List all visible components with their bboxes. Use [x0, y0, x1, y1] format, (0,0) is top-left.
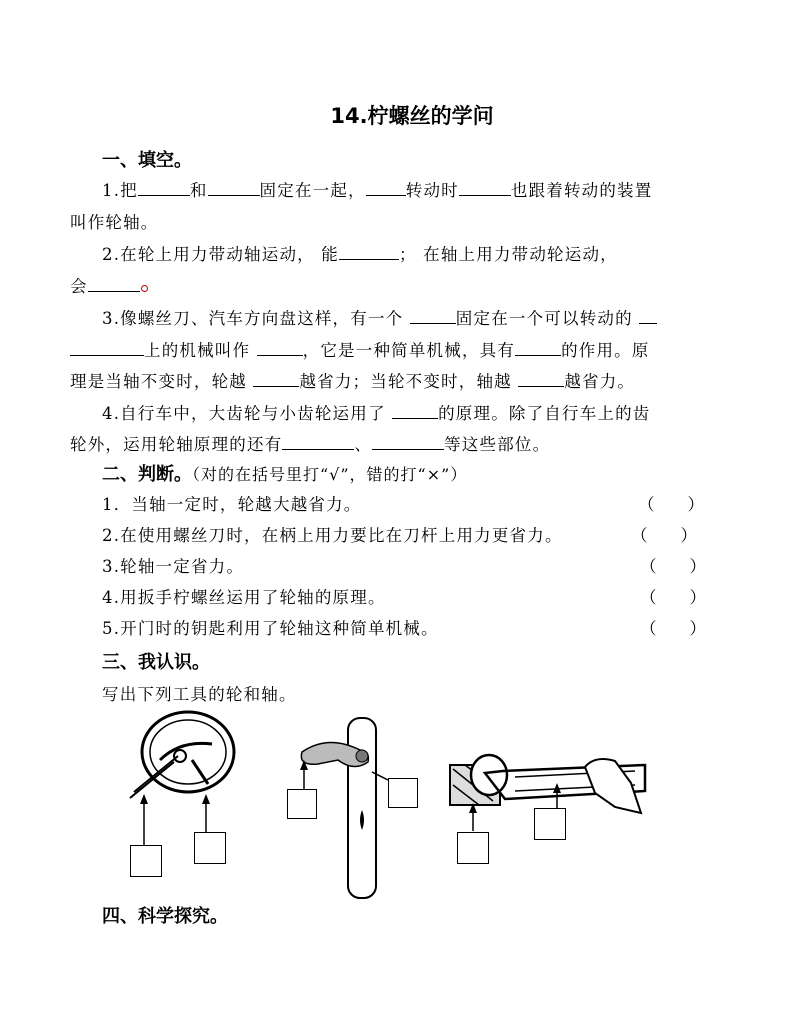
q1-text-c: 固定在一起，: [259, 181, 366, 200]
q3-text-e: 的作用。原: [561, 341, 650, 360]
judge-item-5: 5.开门时的钥匙利用了轮轴这种简单机械。: [102, 619, 439, 638]
q3-text-d: ，它是一种简单机械，具有: [302, 341, 516, 360]
q1-line1: [102, 177, 652, 201]
q4-line1: [102, 400, 651, 424]
q4-line2: [70, 431, 550, 455]
judge-item-3: 3.轮轴一定省力。: [102, 557, 245, 576]
red-circle-mark-icon: [141, 285, 148, 292]
q3-blank-4[interactable]: [515, 341, 561, 356]
judge-paren-2[interactable]: （ ）: [631, 526, 697, 545]
arrow-line-icon: [372, 772, 388, 780]
q3-blank-3[interactable]: [257, 341, 303, 356]
judge-item-2: 2.在使用螺丝刀时，在柄上用力要比在刀杆上用力更省力。: [102, 526, 563, 545]
q4-text-b: 的原理。除了自行车上的齿: [438, 404, 651, 423]
arrow-head-icon: [553, 783, 561, 793]
q3-text-c: 上的机械叫作: [144, 341, 251, 360]
q2-line1: [102, 241, 618, 265]
answer-box[interactable]: [130, 845, 162, 877]
q3-blank-1[interactable]: [410, 309, 456, 324]
judge-item-4: 4.用扳手柠螺丝运用了轮轴的原理。: [102, 588, 386, 607]
q2-text-b: ； 在轴上用力带动轮运动，: [399, 245, 618, 264]
section-2-heading: 二、判断。: [102, 464, 192, 485]
section-2-heading-row: [102, 460, 467, 486]
section-1-heading: 一、填空。: [102, 150, 192, 171]
arrow-head-icon: [140, 794, 148, 804]
q3-blank-5[interactable]: [253, 372, 299, 387]
answer-box[interactable]: [287, 789, 317, 819]
section-2-note: （对的在括号里打“√”，错的打“×”）: [192, 465, 468, 484]
q4-text-c: 轮外，运用轮轴原理的还有: [70, 435, 283, 454]
q1-text-e: 也跟着转动的装置: [510, 181, 653, 200]
q1-blank-3[interactable]: [366, 181, 406, 196]
page-title: 14.柠螺丝的学问: [330, 104, 494, 128]
q3-text-b: 固定在一个可以转动的: [455, 309, 633, 328]
answer-box[interactable]: [534, 808, 566, 840]
q1-blank-4[interactable]: [459, 181, 511, 196]
answer-box[interactable]: [194, 832, 226, 864]
answer-box[interactable]: [388, 778, 418, 808]
q3-line1: [102, 305, 657, 329]
answer-box[interactable]: [457, 832, 489, 864]
q4-text-e: 等这些部位。: [444, 435, 551, 454]
q2-blank-1[interactable]: [339, 245, 399, 260]
q2-text-c: 会: [70, 277, 88, 296]
judge-paren-5[interactable]: （ ）: [640, 619, 706, 638]
q1-line2: 叫作轮轴。: [70, 213, 159, 232]
q4-text-d: 、: [354, 435, 373, 454]
arrow-head-icon: [202, 794, 210, 804]
q4-blank-1[interactable]: [392, 404, 438, 419]
section-4-heading: 四、科学探究。: [102, 906, 228, 927]
q4-blank-3[interactable]: [372, 435, 444, 450]
q3-blank-2b[interactable]: [70, 341, 144, 356]
section-3-heading: 三、我认识。: [102, 652, 210, 673]
q2-blank-2[interactable]: [88, 277, 140, 292]
q3-text-a: 3.像螺丝刀、汽车方向盘这样，有一个: [102, 309, 404, 328]
judge-item-1: 1．当轴一定时，轮越大越省力。: [102, 495, 362, 514]
q4-text-a: 4.自行车中，大齿轮与小齿轮运用了: [102, 404, 386, 423]
q3-text-g: 越省力；当轮不变时，轴越: [299, 372, 512, 391]
section-3-instruction: 写出下列工具的轮和轴。: [102, 685, 297, 704]
q1-text-a: 1.把: [102, 181, 138, 200]
q3-text-h: 越省力。: [564, 372, 636, 391]
q1-blank-2[interactable]: [208, 181, 260, 196]
judge-paren-3[interactable]: （ ）: [640, 557, 706, 576]
q4-blank-2[interactable]: [282, 435, 354, 450]
q2-text-a: 2.在轮上用力带动轴运动， 能: [102, 245, 339, 264]
judge-paren-1[interactable]: （ ）: [638, 495, 704, 514]
q3-text-f: 理是当轴不变时，轮越: [70, 372, 247, 391]
q2-line2: [70, 273, 148, 297]
q3-line2: [70, 337, 650, 361]
q1-text-d: 转动时: [405, 181, 459, 200]
q3-line3: [70, 368, 635, 392]
judge-paren-4[interactable]: （ ）: [640, 588, 706, 607]
q3-blank-6[interactable]: [518, 372, 564, 387]
q1-blank-1[interactable]: [138, 181, 190, 196]
q3-blank-2a[interactable]: [639, 309, 657, 324]
q1-text-b: 和: [189, 181, 208, 200]
